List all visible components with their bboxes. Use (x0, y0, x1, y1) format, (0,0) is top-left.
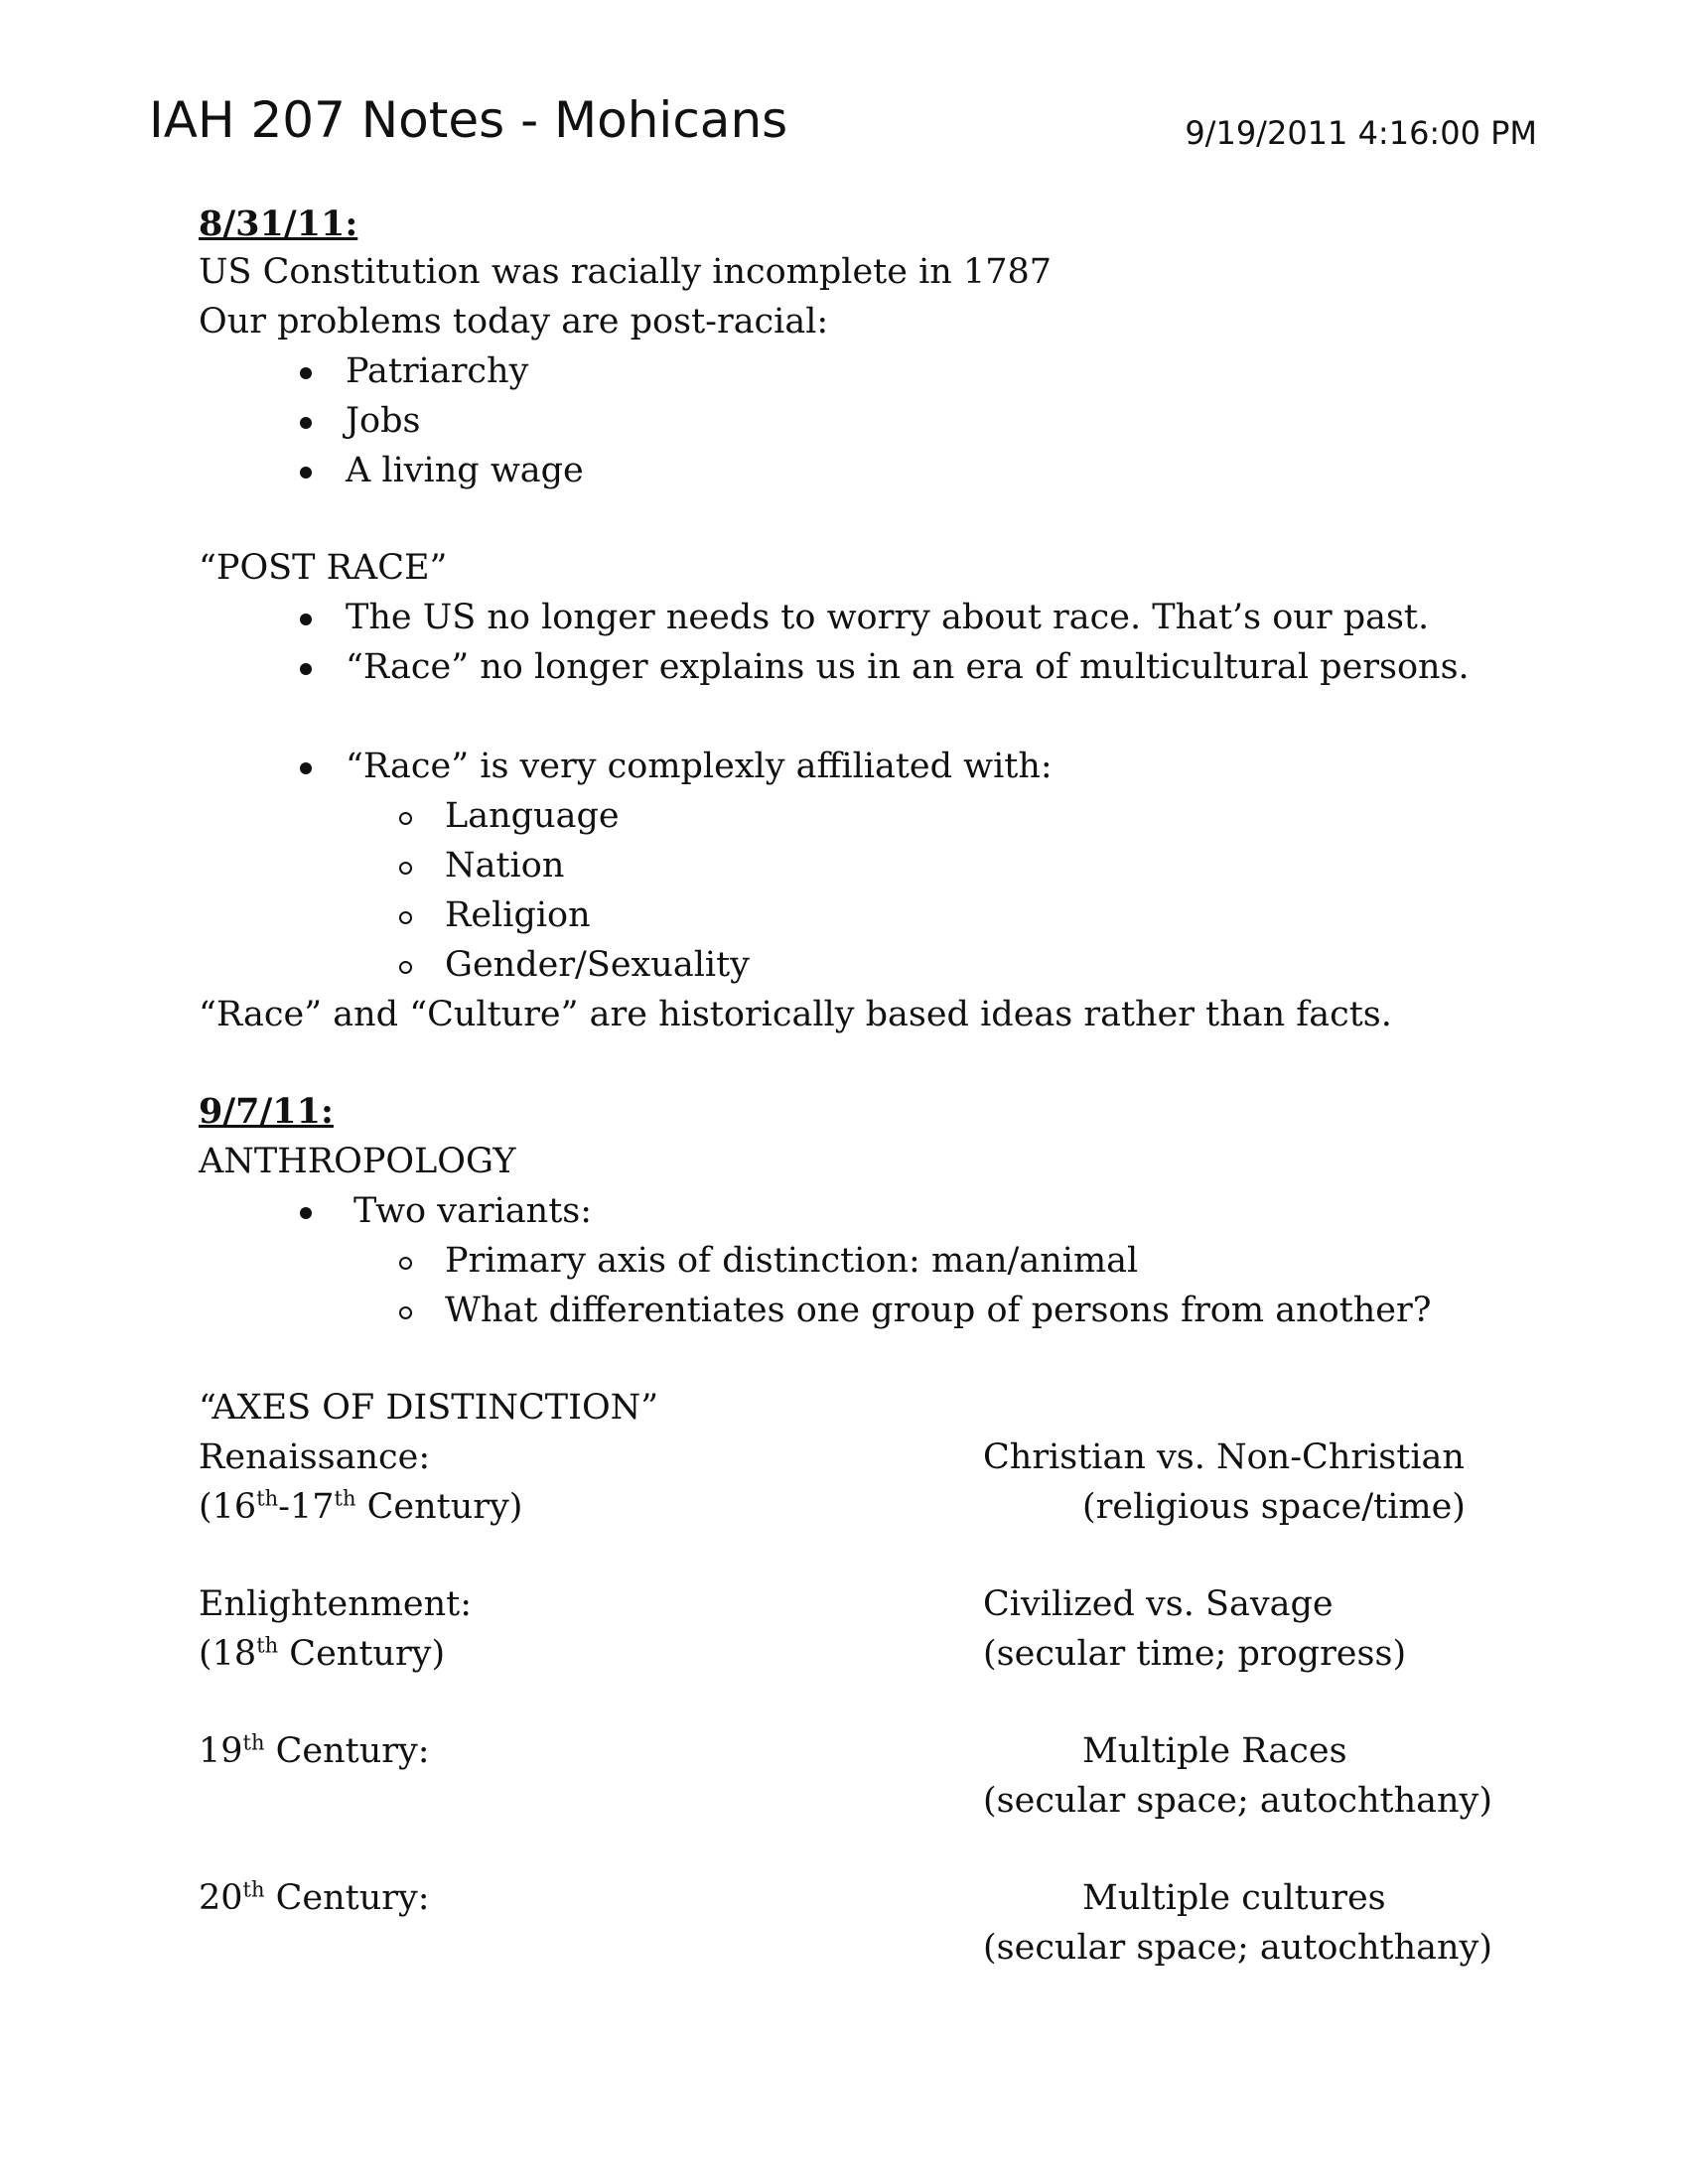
bullet-icon (300, 663, 312, 675)
section-heading: “AXES OF DISTINCTION” (199, 1388, 659, 1428)
sub-bullet-icon (399, 812, 412, 825)
bullet-icon (300, 1207, 312, 1219)
sub-bullet-icon (399, 1257, 412, 1270)
body-text: US Constitution was racially incomplete in 1787 (199, 252, 1053, 292)
body-text: “Race” and “Culture” are historically based ideas rather than facts. (199, 995, 1392, 1034)
bullet-icon (300, 367, 312, 379)
list-item: Jobs (346, 401, 421, 441)
sub-bullet-icon (399, 961, 412, 974)
era-label: 19th Century: (199, 1730, 430, 1771)
bullet-icon (300, 762, 312, 774)
sub-list-item: Language (445, 796, 620, 836)
sub-list-item: What differentiates one group of persons from another? (445, 1291, 1432, 1330)
axis-detail: (secular space; autochthany) (983, 1928, 1492, 1968)
era-century: (18th Century) (199, 1633, 446, 1674)
axis-label: Multiple cultures (1082, 1878, 1386, 1918)
section-date-1: 8/31/11: (199, 204, 358, 244)
section-heading: “POST RACE” (199, 548, 448, 588)
bullet-icon (300, 417, 312, 429)
section-date-2: 9/7/11: (199, 1091, 334, 1132)
bullet-icon (300, 467, 312, 478)
timestamp: 9/19/2011 4:16:00 PM (1185, 114, 1537, 152)
sub-bullet-icon (399, 1306, 412, 1319)
page-title: IAH 207 Notes - Mohicans (149, 91, 788, 149)
sub-list-item: Religion (445, 895, 591, 935)
era-label: 20th Century: (199, 1877, 430, 1918)
list-item: Patriarchy (346, 351, 529, 391)
list-item: A living wage (346, 451, 584, 490)
list-item: “Race” is very complexly affiliated with: (346, 747, 1053, 786)
axis-detail: (secular time; progress) (983, 1634, 1407, 1674)
sub-bullet-icon (399, 911, 412, 924)
era-label: Enlightenment: (199, 1584, 473, 1624)
axis-detail: (secular space; autochthany) (983, 1781, 1492, 1821)
axis-label: Christian vs. Non-Christian (983, 1437, 1465, 1477)
body-text: Our problems today are post-racial: (199, 302, 829, 341)
sub-list-item: Gender/Sexuality (445, 945, 750, 985)
sub-bullet-icon (399, 862, 412, 875)
bullet-icon (300, 614, 312, 625)
axis-label: Civilized vs. Savage (983, 1584, 1334, 1624)
list-item: The US no longer needs to worry about race. That’s our past. (346, 598, 1430, 637)
axis-label: Multiple Races (1082, 1731, 1347, 1771)
era-label: Renaissance: (199, 1437, 431, 1477)
list-item: “Race” no longer explains us in an era of multicultural persons. (346, 647, 1470, 687)
sub-list-item: Nation (445, 846, 565, 886)
era-century: (16th-17th Century) (199, 1486, 523, 1527)
axis-detail: (religious space/time) (1082, 1487, 1466, 1527)
section-heading: ANTHROPOLOGY (199, 1142, 516, 1181)
list-item: Two variants: (353, 1191, 593, 1231)
sub-list-item: Primary axis of distinction: man/animal (445, 1241, 1139, 1281)
